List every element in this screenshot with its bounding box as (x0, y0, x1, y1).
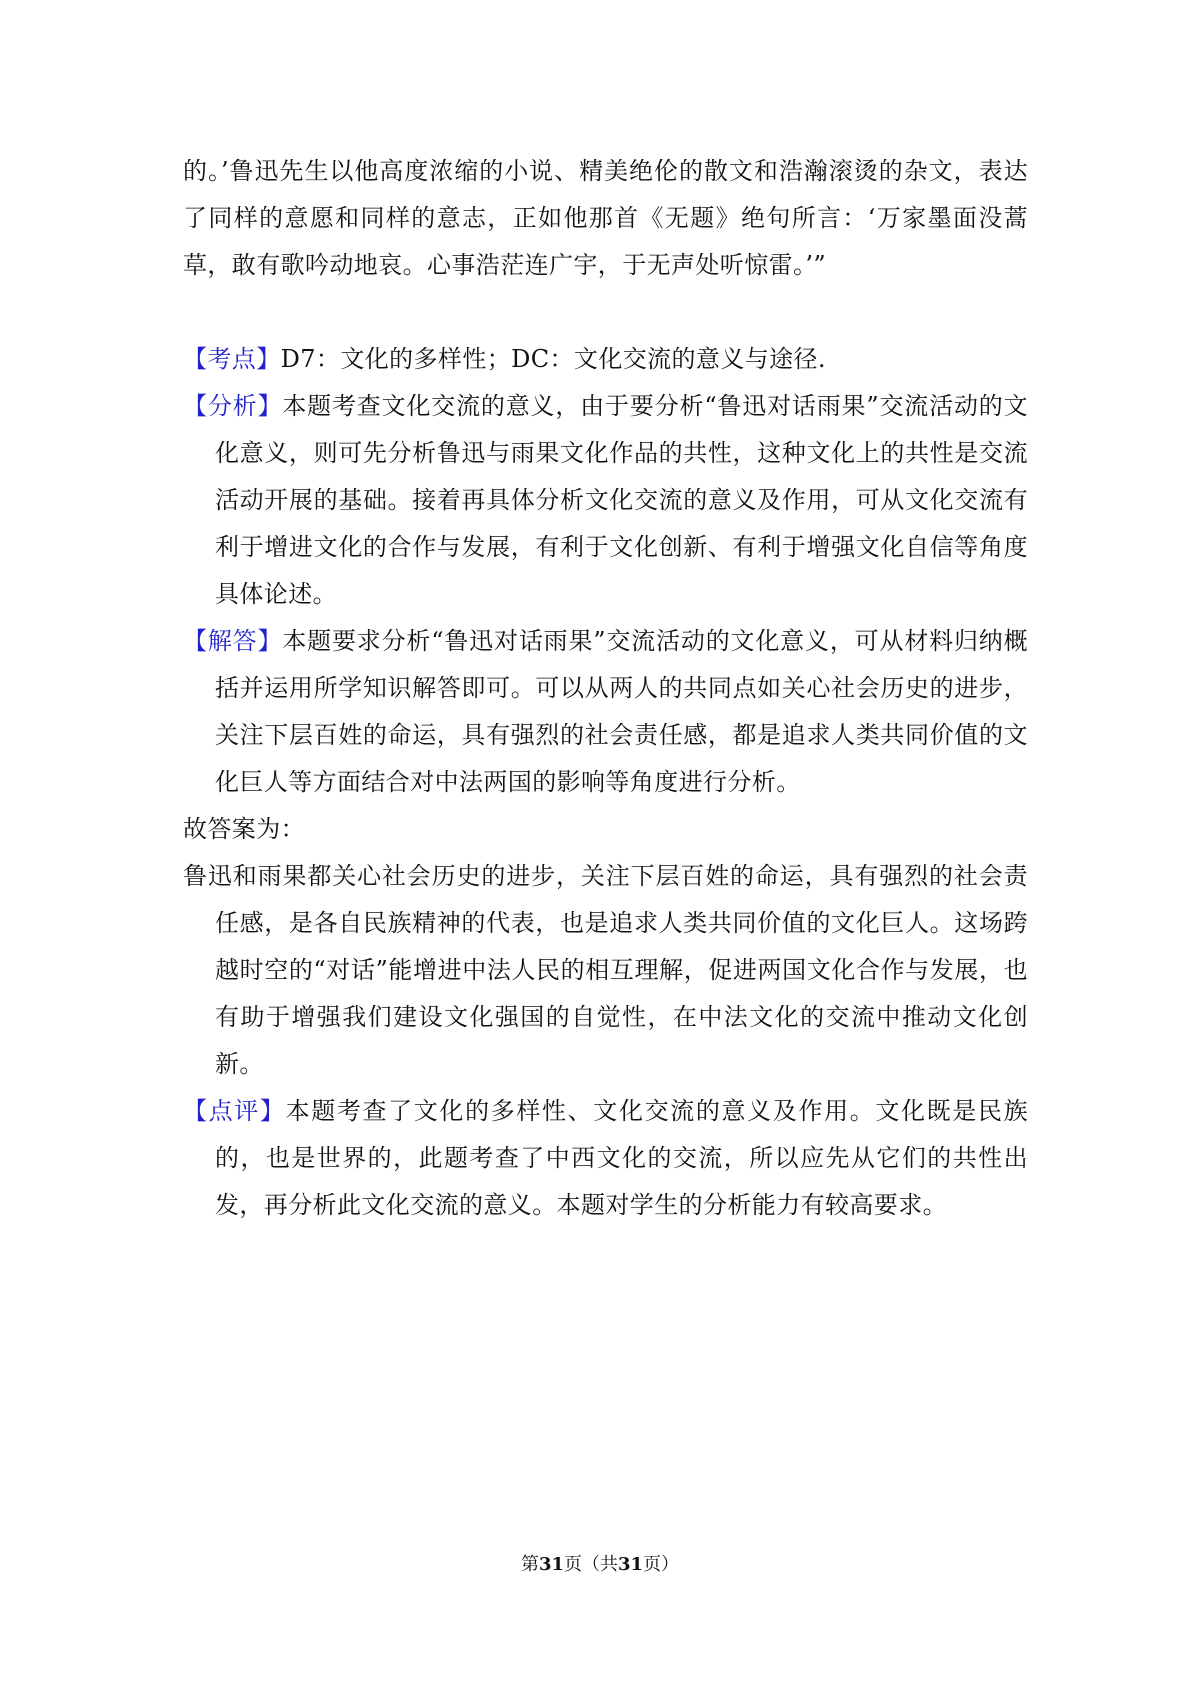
quote-continuation-text: 的。’鲁迅先生以他高度浓缩的小说、精美绝伦的散文和浩瀚滚烫的杂文，表达了同样的意愿和同样的意志，正如他那首《无题》绝句所言：‘万家墨面没蒿草，敢有歌吟动地哀。心事浩茫连广宇，于无声处听惊雷。’” (183, 157, 1028, 279)
paragraph-spacer (183, 289, 1028, 336)
kaodian-text: D7：文化的多样性；DC：文化交流的意义与途径. (280, 345, 826, 373)
kaodian-tag: 【考点】 (183, 345, 281, 373)
kaodian-section (183, 336, 1028, 383)
footer-middle: 页（共 (564, 1554, 618, 1575)
quote-continuation (183, 148, 1028, 289)
footer-prefix: 第 (520, 1554, 539, 1575)
answer-text: 鲁迅和雨果都关心社会历史的进步，关注下层百姓的命运，具有强烈的社会责任感，是各自民族精神的代表，也是追求人类共同价值的文化巨人。这场跨越时空的“对话”能增进中法人民的相互理解，促进两国文化合作与发展，也有助于增强我们建设文化强国的自觉性，在中法文化的交流中推动文化创新。 (183, 862, 1028, 1078)
jieda-section (183, 618, 1028, 806)
dianping-section (183, 1088, 1028, 1229)
footer-page-number: 31 (538, 1554, 564, 1575)
fenxi-tag: 【分析】 (183, 392, 283, 420)
jieda-text: 本题要求分析“鲁迅对话雨果”交流活动的文化意义，可从材料归纳概括并运用所学知识解答即可。可以从两人的共同点如关心社会历史的进步，关注下层百姓的命运，具有强烈的社会责任感，都是追求人类共同价值的文化巨人等方面结合对中法两国的影响等角度进行分析。 (215, 627, 1029, 796)
footer-suffix: 页） (643, 1554, 680, 1575)
solution-content (183, 148, 1028, 1229)
fenxi-section (183, 383, 1028, 618)
page-footer (0, 1553, 1200, 1577)
answer-section (183, 853, 1028, 1088)
answer-intro-text: 故答案为： (183, 815, 305, 843)
dianping-tag: 【点评】 (183, 1097, 286, 1125)
jieda-tag: 【解答】 (183, 627, 283, 655)
fenxi-text: 本题考查文化交流的意义，由于要分析“鲁迅对话雨果”交流活动的文化意义，则可先分析鲁迅与雨果文化作品的共性，这种文化上的共性是交流活动开展的基础。接着再具体分析文化交流的意义及作用，可从文化交流有利于增进文化的合作与发展，有利于文化创新、有利于增强文化自信等角度具体论述。 (215, 392, 1029, 608)
dianping-text: 本题考查了文化的多样性、文化交流的意义及作用。文化既是民族的，也是世界的，此题考查了中西文化的交流，所以应先从它们的共性出发，再分析此文化交流的意义。本题对学生的分析能力有较高要求。 (215, 1097, 1028, 1219)
footer-total-pages: 31 (618, 1554, 644, 1575)
answer-intro (183, 806, 1028, 853)
